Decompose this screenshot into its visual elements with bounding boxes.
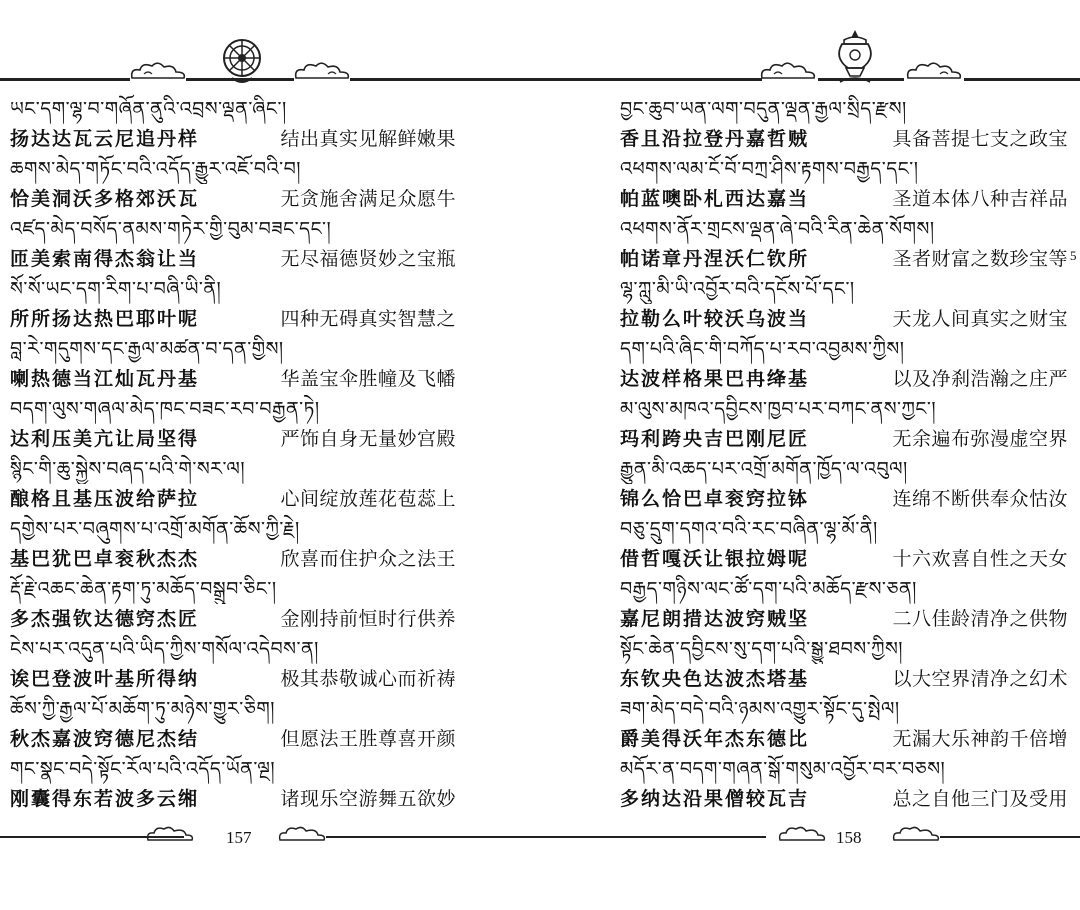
cloud-ornament-icon xyxy=(904,62,964,82)
transliteration: 锦么恰巴卓衮窍拉钵 xyxy=(620,488,810,510)
tibetan-line: བཅུ་དྲུག་དགའ་བའི་རང་བཞིན་ལྷ་མོ་ནི། xyxy=(620,518,878,540)
transliteration: 多杰强钦达德窍杰匠 xyxy=(10,608,200,630)
verse-line xyxy=(10,304,456,334)
tibetan-line: ཆོས་ཀྱི་རྒྱལ་པོ་མཆོག་ཏུ་མཉེས་གྱུར་ཅིག། xyxy=(10,698,275,720)
chinese-translation: 十六欢喜自性之天女 xyxy=(892,548,1068,570)
verse-line xyxy=(10,604,456,634)
transliteration: 恰美洞沃多格郊沃瓦 xyxy=(10,188,200,210)
verse-line xyxy=(620,604,1068,634)
marginal-note-number: 5 xyxy=(1070,248,1077,263)
verse-line xyxy=(620,544,1068,574)
cloud-ornament-icon xyxy=(276,826,326,844)
tibetan-line: རྡོ་རྗེ་འཆང་ཆེན་རྟག་ཏུ་མཆོད་བསྒྲུབ་ཅིང་། xyxy=(10,578,277,600)
tibetan-line: འཛད་མེད་བསོད་ནམས་གཏེར་གྱི་བུམ་བཟང་དང་། xyxy=(10,218,332,240)
tibetan-line: མ་ལུས་མཁའ་དབྱིངས་ཁྱབ་པར་བཀང་ནས་ཀྱང་། xyxy=(620,398,937,420)
tibetan-line: ཡང་དག་ལྷ་བ་གཞོན་ནུའི་འབྲས་ལྡན་ཞིང་། xyxy=(10,98,287,120)
tibetan-line: བརྒྱད་གཉིས་ལང་ཚོ་དག་པའི་མཆོད་རྫས་ཅན། xyxy=(620,578,917,600)
footer-rule xyxy=(940,836,1080,838)
header-rule xyxy=(818,78,904,81)
transliteration: 嘉尼朗措达波窍贼坚 xyxy=(620,608,810,630)
tibetan-line: སྟོང་ཆེན་དབྱིངས་སུ་དག་པའི་སྒྱུ་ཐབས་ཀྱིས། xyxy=(620,638,904,660)
right-text-block xyxy=(620,94,1068,814)
tibetan-line: ཆགས་མེད་གཏོང་བའི་འདོད་རྒྱུར་འཇོ་བའི་བ། xyxy=(10,158,301,180)
transliteration: 多纳达沿果僧较瓦吉 xyxy=(620,788,810,810)
header-rule xyxy=(964,78,1080,81)
transliteration: 拉勒么叶较沃乌波当 xyxy=(620,308,810,330)
chinese-translation: 无漏大乐神韵千倍增 xyxy=(892,728,1068,750)
verse-line xyxy=(620,724,1068,754)
transliteration: 诶巴登波叶基所得纳 xyxy=(10,668,200,690)
verse-line xyxy=(620,364,1068,394)
chinese-translation: 连绵不断供奉众怙汝 xyxy=(892,488,1068,510)
chinese-translation: 以大空界清净之幻术 xyxy=(892,668,1068,690)
chinese-translation: 二八佳龄清净之供物 xyxy=(892,608,1068,630)
transliteration: 玛利跨央吉巴刚尼匠 xyxy=(620,428,810,450)
tibetan-line: དག་པའི་ཞིང་གི་བཀོད་པ་རབ་འབྱམས་ཀྱིས། xyxy=(620,338,905,360)
verse-line xyxy=(620,424,1068,454)
verse-line xyxy=(10,664,456,694)
tibetan-line: བྱང་ཆུབ་ཡན་ལག་བདུན་ལྡན་རྒྱལ་སྲིད་རྫས། xyxy=(620,98,907,120)
tibetan-line: འཕགས་ལམ་ངོ་བོ་བཀྲ་ཤིས་རྟགས་བརྒྱད་དང་། xyxy=(620,158,919,180)
verse-line xyxy=(10,544,456,574)
transliteration: 酿格且基压波给萨拉 xyxy=(10,488,200,510)
chinese-translation: 金刚持前恒时行供养 xyxy=(280,608,456,630)
page-number: 157 xyxy=(226,828,252,847)
chinese-translation: 以及净刹浩瀚之庄严 xyxy=(892,368,1068,390)
page-number: 158 xyxy=(836,828,862,847)
chinese-translation: 极其恭敬诚心而祈祷 xyxy=(280,668,456,690)
chinese-translation: 严饰自身无量妙宫殿 xyxy=(280,428,456,450)
transliteration: 香且沿拉登丹嘉哲贼 xyxy=(620,128,810,150)
cloud-ornament-icon xyxy=(292,62,352,82)
chinese-translation: 诸现乐空游舞五欲妙 xyxy=(280,788,456,810)
verse-line xyxy=(10,424,456,454)
chinese-translation: 无尽福德贤妙之宝瓶 xyxy=(280,248,456,270)
transliteration: 东钦央色达波杰塔基 xyxy=(620,668,810,690)
tibetan-line: བདག་ལུས་གཞལ་མེད་ཁང་བཟང་རབ་བརྒྱན་ཏེ། xyxy=(10,398,320,420)
verse-line xyxy=(10,784,456,814)
verse-line xyxy=(10,124,456,154)
transliteration: 喇热德当江灿瓦丹基 xyxy=(10,368,200,390)
footer-rule xyxy=(540,836,766,838)
chinese-translation: 无余遍布弥漫虚空界 xyxy=(892,428,1068,450)
tibetan-line: འཕགས་ནོར་གྲངས་ལྡན་ཞེ་བའི་རིན་ཆེན་སོགས། xyxy=(620,218,935,240)
transliteration: 所所扬达热巴耶叶呢 xyxy=(10,308,200,330)
verse-line xyxy=(10,244,456,274)
transliteration: 爵美得沃年杰东德比 xyxy=(620,728,810,750)
transliteration: 达利压美亢让局坚得 xyxy=(10,428,200,450)
verse-line xyxy=(620,784,1068,814)
chinese-translation: 四种无碍真实智慧之 xyxy=(280,308,456,330)
cloud-ornament-icon xyxy=(890,826,940,844)
verse-line xyxy=(620,304,1068,334)
chinese-translation: 具备菩提七支之政宝 xyxy=(892,128,1068,150)
chinese-translation: 天龙人间真实之财宝 xyxy=(892,308,1068,330)
footer-rule xyxy=(326,836,540,838)
chinese-translation: 心间绽放莲花苞蕊上 xyxy=(280,488,456,510)
verse-line xyxy=(620,124,1068,154)
left-text-block xyxy=(10,94,456,814)
verse-line xyxy=(620,484,1068,514)
chinese-translation: 总之自他三门及受用 xyxy=(892,788,1068,810)
tibetan-line: སྙིང་གི་ཆུ་སྐྱེས་བཞད་པའི་གེ་སར་ལ། xyxy=(10,458,246,480)
tibetan-line: གང་སྣང་བདེ་སྟོང་རོལ་པའི་འདོད་ཡོན་ལྔ། xyxy=(10,758,276,780)
chinese-translation: 圣者财富之数珍宝等 xyxy=(892,248,1068,270)
verse-line xyxy=(10,184,456,214)
verse-line xyxy=(10,724,456,754)
cloud-ornament-icon xyxy=(144,826,194,844)
chinese-translation: 华盖宝伞胜幢及飞幡 xyxy=(280,368,456,390)
transliteration: 帕蓝噢卧札西达嘉当 xyxy=(620,188,810,210)
verse-line xyxy=(10,364,456,394)
chinese-translation: 欣喜而住护众之法王 xyxy=(280,548,456,570)
transliteration: 借哲嘎沃让银拉姆呢 xyxy=(620,548,810,570)
chinese-translation: 但愿法王胜尊喜开颜 xyxy=(280,728,456,750)
header-rule xyxy=(540,78,762,81)
right-page xyxy=(540,0,1080,910)
tibetan-line: ངེས་པར་འདུན་པའི་ཡིད་ཀྱིས་གསོལ་འདེབས་ན། xyxy=(10,638,319,660)
header-rule xyxy=(350,78,540,81)
verse-line xyxy=(620,184,1068,214)
transliteration: 帕诺章丹涅沃仁钦所 xyxy=(620,248,810,270)
cloud-ornament-icon xyxy=(758,62,818,82)
transliteration: 匝美索南得杰翁让当 xyxy=(10,248,200,270)
tibetan-line: སོ་སོ་ཡང་དག་རིག་པ་བཞི་ཡི་ནི། xyxy=(10,278,222,300)
transliteration: 刚囊得东若波多云缃 xyxy=(10,788,200,810)
verse-line xyxy=(10,484,456,514)
transliteration: 秋杰嘉波窍德尼杰结 xyxy=(10,728,200,750)
tibetan-line: ཟག་མེད་བདེ་བའི་ཉམས་འགྱུར་སྟོང་དུ་སྤེལ། xyxy=(620,698,900,720)
verse-line xyxy=(620,244,1068,274)
header-rule xyxy=(186,78,294,81)
cloud-ornament-icon xyxy=(128,62,188,82)
tibetan-line: ལྷ་ཀླུ་མི་ཡི་འབྱོར་བའི་དངོས་པོ་དང་། xyxy=(620,278,855,300)
transliteration: 达波样格果巴冉绛基 xyxy=(620,368,810,390)
chinese-translation: 无贪施舍满足众愿牛 xyxy=(280,188,456,210)
transliteration: 扬达达瓦云尼追丹样 xyxy=(10,128,200,150)
cloud-ornament-icon xyxy=(776,826,826,844)
tibetan-line: མདོར་ན་བདག་གཞན་སྒོ་གསུམ་འབྱོར་བར་བཅས། xyxy=(620,758,946,780)
transliteration: 基巴犹巴卓衮秋杰杰 xyxy=(10,548,200,570)
verse-line xyxy=(620,664,1068,694)
chinese-translation: 圣道本体八种吉祥品 xyxy=(892,188,1068,210)
tibetan-line: དགྱེས་པར་བཞུགས་པ་འགྲོ་མགོན་ཆོས་ཀྱི་རྗེ། xyxy=(10,518,300,540)
tibetan-line: རྒྱུན་མི་འཆད་པར་འགྲོ་མགོན་ཁྱོད་ལ་འབུལ། xyxy=(620,458,908,480)
tibetan-line: བླ་རེ་གདུགས་དང་རྒྱལ་མཚན་བ་དན་གྱིས། xyxy=(10,338,284,360)
chinese-translation: 结出真实见解鲜嫩果 xyxy=(280,128,456,150)
header-rule xyxy=(0,78,130,81)
